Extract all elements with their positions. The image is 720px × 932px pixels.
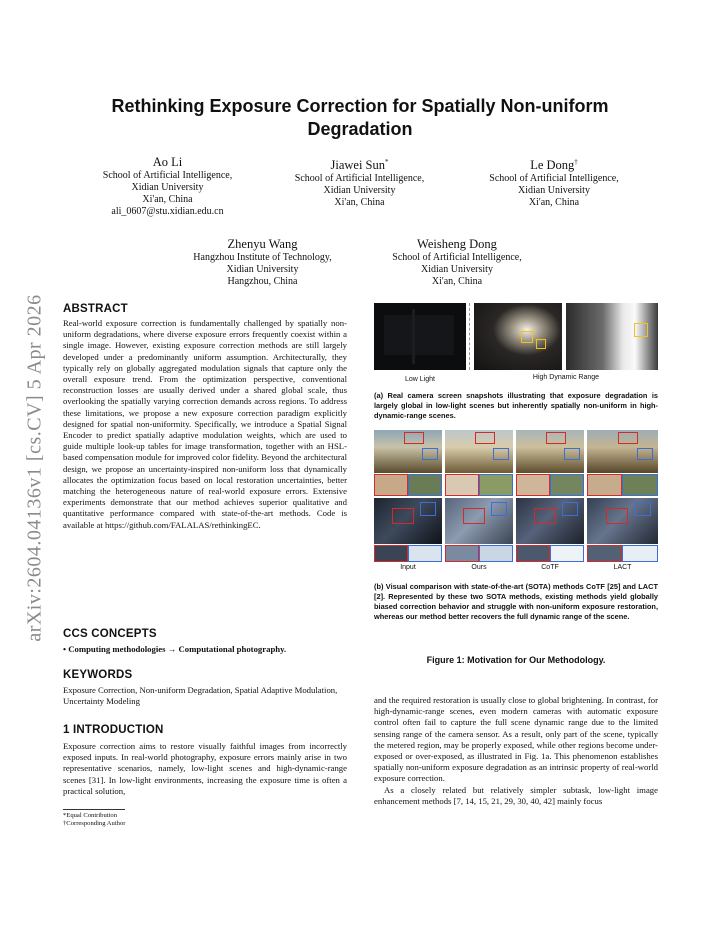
author-block: [469, 155, 639, 209]
zoom-crop: [587, 474, 622, 496]
keywords-section: [63, 669, 347, 707]
keywords-text: Exposure Correction, Non-uniform Degradation, Spatial Adaptive Modulation, Uncertainty Modeling: [63, 685, 338, 707]
author-affiliation: School of Artificial Intelligence,: [392, 252, 522, 263]
zoom-crop: [479, 474, 513, 496]
author-mark: †: [574, 158, 578, 166]
scene-image: [516, 430, 584, 473]
ccs-text: • Computing methodologies → Computational photography.: [63, 644, 287, 654]
footnote: †Corresponding Author: [63, 820, 126, 827]
grid-label-input: Input: [400, 564, 416, 571]
author-affiliation: Xi'an, China: [431, 276, 483, 287]
footnote-rule: [63, 809, 125, 810]
intro-text-right: As a closely related but relatively simpler subtask, low-light image enhancement methods [7, 14, 15, 21, 29, 30, 40, 42] mainly focus: [374, 784, 658, 806]
divider: [469, 303, 471, 370]
author-affiliation: Xi'an, China: [528, 197, 580, 209]
author-name: Le Dong: [530, 158, 575, 173]
author-affiliation: Hangzhou Institute of Technology,: [193, 252, 332, 263]
author-affiliation: School of Artificial Intelligence,: [102, 170, 233, 181]
zoom-crop: [445, 545, 479, 562]
footnotes: [63, 809, 347, 828]
author-affiliation: School of Artificial Intelligence,: [294, 173, 425, 185]
highlight-box: [634, 323, 648, 337]
zoom-crop: [550, 545, 584, 562]
author-affiliation: School of Artificial Intelligence,: [489, 173, 619, 185]
intro-section: [63, 724, 347, 797]
lowlight-image: [374, 303, 466, 370]
label-low-light: Low Light: [405, 376, 435, 383]
abstract-text: Real-world exposure correction is fundamentally challenged by spatially non-uniform degradations, where diverse exposure errors frequently coexist within a single image. However, existing exposure correction methods are still largely developed under a predominantly uniform assumption. Architecturally, they typically rely on globally aggregated modulation signals that capture only the overall exposure trend. From the optimization perspective, conventional reconstruction losses are usually derived under a shared global scale, thus overlooking the spatially varying correction demands across regions. To address these limitations, we propose a new exposure correction paradigm explicitly designed for spatial non-uniformity. Specifically, we introduce a Spatial Signal Encoder to predict spatially adaptive modulation weights, which are used to guide multiple look-up tables for image transformation, together with an HSL-based compensation module for improved color fidelity. Beyond the architectural design, we propose an uncertainty-inspired non-uniform loss that dynamically allocates the optimization focus based on local restoration uncertainties, better matching the heterogeneous nature of real-world exposure errors. Extensive experiments demonstrate that our method achieves superior qualitative and quantitative performance compared with state-of-the-art methods. Code is available at https://github.com/FALALAS/rethinkingEC.: [63, 318, 347, 530]
hdr-image-1: [474, 303, 562, 370]
subcaption-b: (b) Visual comparison with state-of-the-art (SOTA) methods CoTF [25] and LACT [2]. Represented by these two SOTA methods, existing methods yield globally biased correction behavior and struggle with non-uniform exposure restoration, whereas our method better recovers the full dynamic range of the scene.: [374, 582, 658, 621]
zoom-crop: [374, 545, 408, 562]
highlight-box: [536, 339, 546, 349]
author-block: [371, 237, 543, 288]
author-affiliation: Xi'an, China: [334, 197, 385, 209]
abstract-section: [63, 303, 347, 531]
scene-image: [374, 430, 442, 473]
scene-image: [587, 430, 658, 473]
author-affiliation: Xidian University: [421, 264, 493, 275]
intro-text-right: and the required restoration is usually close to global brightening. In contrast, for high-dynamic-range scenes, even modern cameras with automatic exposure control often fail to capture the full scene dynamic range due to the limited sensing range of the camera sensor. As a result, only part of the scene, typically the metered region, may be properly exposed, while other regions become under-exposed or over-exposed, as illustrated in Fig. 1a. This phenomenon establishes spatially non-uniform exposure degradation as an intrinsic property of real-world exposure correction.: [374, 695, 658, 784]
scene-image: [445, 430, 513, 473]
author-mark: *: [385, 158, 389, 166]
author-block: [85, 155, 250, 218]
zoom-crop: [587, 545, 622, 562]
hdr-image-2: [566, 303, 658, 370]
grid-label-lact: LACT: [613, 564, 632, 571]
ccs-section: [63, 628, 347, 655]
zoom-crop: [622, 474, 658, 496]
zoom-crop: [479, 545, 513, 562]
author-affiliation: Xidian University: [131, 182, 204, 193]
author-affiliation: Xidian University: [226, 264, 299, 275]
author-block: [175, 237, 350, 288]
author-name: Jiawei Sun: [330, 158, 385, 173]
label-hdr: High Dynamic Range: [532, 374, 600, 381]
scene-image: [374, 498, 442, 544]
intro-continued: [374, 695, 658, 807]
author-name: Zhenyu Wang: [227, 237, 298, 251]
author-name: Ao Li: [152, 155, 183, 169]
zoom-crop: [408, 545, 442, 562]
footnote: *Equal Contribution: [63, 812, 118, 819]
highlight-box: [521, 331, 533, 343]
author-affiliation: Hangzhou, China: [227, 276, 298, 287]
zoom-crop: [408, 474, 442, 496]
grid-label-cotf: CoTF: [541, 564, 559, 571]
arxiv-stamp: arXiv:2604.04136v1 [cs.CV] 5 Apr 2026: [23, 294, 46, 642]
scene-image: [587, 498, 658, 544]
zoom-crop: [374, 474, 408, 496]
author-affiliation: Xidian University: [518, 185, 590, 197]
zoom-crop: [516, 474, 550, 496]
author-name: Weisheng Dong: [417, 237, 497, 251]
paper-title: Rethinking Exposure Correction for Spatially Non-uniform Degradation: [111, 96, 609, 139]
intro-heading: 1 INTRODUCTION: [63, 724, 164, 736]
author-affiliation: Xidian University: [323, 185, 396, 197]
abstract-heading: ABSTRACT: [63, 303, 128, 315]
scene-image: [516, 498, 584, 544]
author-email: ali_0607@stu.xidian.edu.cn: [111, 206, 224, 217]
figure-caption: Figure 1: Motivation for Our Methodology.: [426, 655, 606, 665]
scene-image: [445, 498, 513, 544]
author-affiliation: Xi'an, China: [142, 194, 193, 205]
author-block: [277, 155, 442, 209]
subcaption-a: (a) Real camera screen snapshots illustrating that exposure degradation is largely global in low-light scenes but inherently spatially non-uniform in high-dynamic-range scenes.: [374, 391, 658, 420]
zoom-crop: [445, 474, 479, 496]
grid-label-ours: Ours: [471, 564, 487, 571]
zoom-crop: [622, 545, 658, 562]
intro-text: Exposure correction aims to restore visually faithful images from incorrectly exposed inputs. In real-world photography, exposure errors mainly arise in two representative scenarios, namely, low-light scenes and high-dynamic-range scenes [31]. In low-light environments, increasing the exposure time is often a practical solution,: [63, 741, 347, 796]
zoom-crop: [550, 474, 584, 496]
ccs-heading: CCS CONCEPTS: [63, 628, 157, 640]
keywords-heading: KEYWORDS: [63, 669, 133, 681]
zoom-crop: [516, 545, 550, 562]
